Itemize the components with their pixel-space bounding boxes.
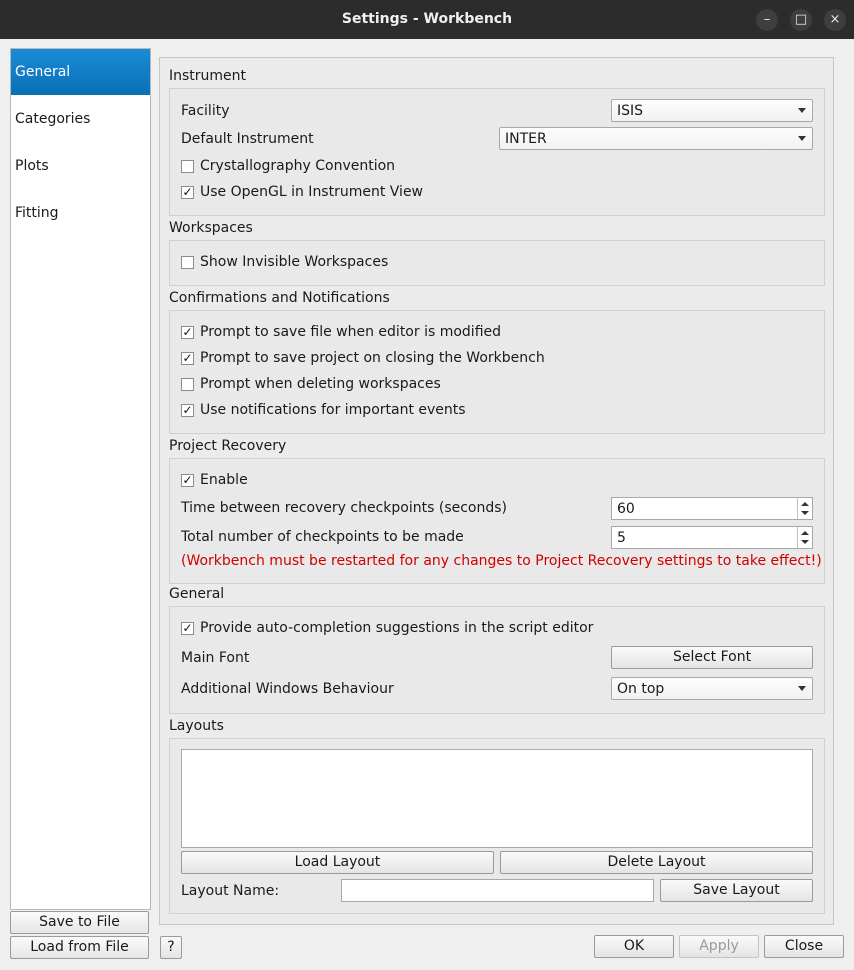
main-font-label: Main Font xyxy=(181,650,250,666)
load-layout-button[interactable]: Load Layout xyxy=(181,851,494,874)
help-button[interactable]: ? xyxy=(160,936,182,959)
default-instrument-value: INTER xyxy=(505,131,547,147)
layout-name-label: Layout Name: xyxy=(181,883,280,899)
recovery-time-label: Time between recovery checkpoints (seconds) xyxy=(181,500,507,516)
recovery-warning: (Workbench must be restarted for any changes to Project Recovery settings to take effect!) xyxy=(181,553,822,569)
windows-behaviour-value: On top xyxy=(617,681,665,697)
windows-behaviour-label: Additional Windows Behaviour xyxy=(181,681,394,697)
close-window-icon[interactable]: × xyxy=(824,9,846,31)
save-to-file-button[interactable]: Save to File xyxy=(10,911,149,934)
prompt-delete-workspaces-checkbox[interactable] xyxy=(181,378,194,391)
sidebar-item-plots[interactable]: Plots xyxy=(15,158,49,174)
notifications-checkbox[interactable]: ✓ xyxy=(182,403,193,417)
save-layout-button[interactable]: Save Layout xyxy=(660,879,813,902)
spin-arrows-icon[interactable] xyxy=(797,498,812,519)
default-instrument-combo[interactable] xyxy=(499,127,813,150)
facility-label: Facility xyxy=(181,103,230,119)
autocomplete-label: Provide auto-completion suggestions in the script editor xyxy=(200,620,594,636)
layouts-section-title: Layouts xyxy=(169,718,224,734)
title-bar[interactable] xyxy=(0,0,854,39)
recovery-count-spinbox[interactable] xyxy=(611,526,813,549)
sidebar-item-categories[interactable]: Categories xyxy=(15,111,91,127)
windows-behaviour-combo[interactable] xyxy=(611,677,813,700)
opengl-checkbox[interactable]: ✓ xyxy=(182,185,193,199)
recovery-count-value: 5 xyxy=(617,530,626,546)
default-instrument-label: Default Instrument xyxy=(181,131,314,147)
crystallography-checkbox[interactable] xyxy=(181,160,194,173)
prompt-save-file-checkbox[interactable]: ✓ xyxy=(182,325,193,339)
chevron-down-icon xyxy=(798,108,806,113)
sidebar-item-fitting[interactable]: Fitting xyxy=(15,205,59,221)
autocomplete-checkbox[interactable]: ✓ xyxy=(182,621,193,635)
load-from-file-button[interactable]: Load from File xyxy=(10,936,149,959)
layout-name-input[interactable] xyxy=(341,879,654,902)
window-title: Settings - Workbench xyxy=(341,11,513,27)
select-font-button[interactable]: Select Font xyxy=(611,646,813,669)
category-sidebar xyxy=(10,48,151,910)
notifications-label: Use notifications for important events xyxy=(200,402,466,418)
prompt-save-file-label: Prompt to save file when editor is modified xyxy=(200,324,502,340)
show-invisible-label: Show Invisible Workspaces xyxy=(200,254,389,270)
apply-button[interactable]: Apply xyxy=(679,935,759,958)
close-button[interactable]: Close xyxy=(764,935,844,958)
spin-arrows-icon[interactable] xyxy=(797,527,812,548)
maximize-icon[interactable]: □ xyxy=(790,9,812,31)
recovery-time-value: 60 xyxy=(617,501,635,517)
workspaces-section-title: Workspaces xyxy=(169,220,253,236)
minimize-icon[interactable]: – xyxy=(756,9,778,31)
chevron-down-icon xyxy=(798,136,806,141)
layouts-list[interactable] xyxy=(181,749,813,848)
opengl-label: Use OpenGL in Instrument View xyxy=(200,184,424,200)
chevron-down-icon xyxy=(798,686,806,691)
recovery-enable-checkbox[interactable]: ✓ xyxy=(182,473,193,487)
facility-combo[interactable] xyxy=(611,99,813,122)
recovery-enable-label: Enable xyxy=(200,472,248,488)
prompt-save-project-checkbox[interactable]: ✓ xyxy=(182,351,193,365)
sidebar-item-general[interactable]: General xyxy=(11,49,150,95)
recovery-section-title: Project Recovery xyxy=(169,438,287,454)
crystallography-label: Crystallography Convention xyxy=(200,158,396,174)
instrument-section-title: Instrument xyxy=(169,68,247,84)
delete-layout-button[interactable]: Delete Layout xyxy=(500,851,813,874)
facility-value: ISIS xyxy=(617,103,644,119)
prompt-save-project-label: Prompt to save project on closing the Workbench xyxy=(200,350,545,366)
confirmations-section-title: Confirmations and Notifications xyxy=(169,290,390,306)
recovery-time-spinbox[interactable] xyxy=(611,497,813,520)
ok-button[interactable]: OK xyxy=(594,935,674,958)
prompt-delete-workspaces-label: Prompt when deleting workspaces xyxy=(200,376,441,392)
recovery-count-label: Total number of checkpoints to be made xyxy=(181,529,464,545)
show-invisible-checkbox[interactable] xyxy=(181,256,194,269)
general-section-title: General xyxy=(169,586,225,602)
